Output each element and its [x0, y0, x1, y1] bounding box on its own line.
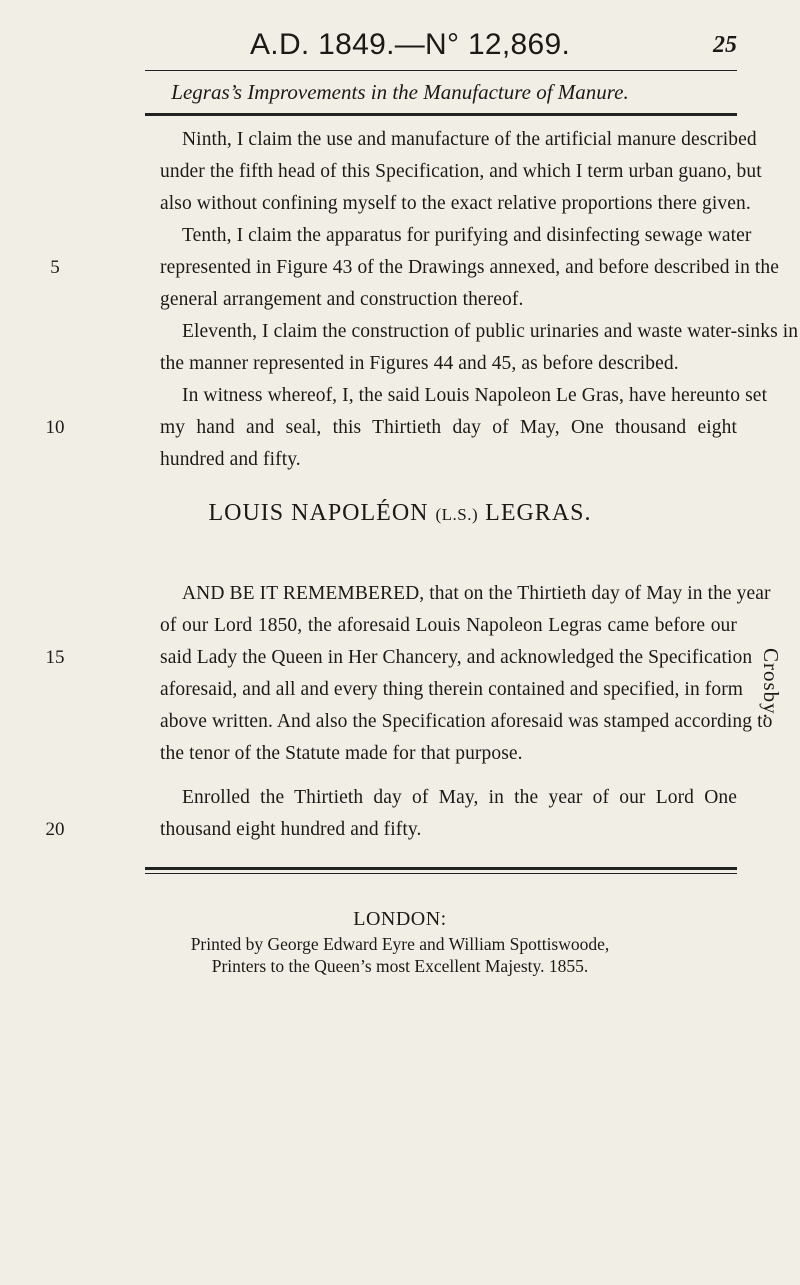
line-number: 10 [45, 417, 65, 438]
text-line: above written. And also the Specification aforesaid was stamped according to [160, 711, 773, 732]
footer-rule-top [145, 867, 737, 870]
text-line: Ninth, I claim the use and manufacture of the artificial manure described [182, 129, 757, 150]
text-line: Eleventh, I claim the construction of public urinaries and waste water-sinks in [182, 321, 799, 342]
seal-mark: (L.S.) [435, 505, 479, 524]
patent-number-title: A.D. 1849.—N° 12,869. [250, 28, 571, 61]
text-line: the manner represented in Figures 44 and 45, as before described. [160, 353, 679, 374]
text-line: said Lady the Queen in Her Chancery, and acknowledged the Specification [160, 647, 753, 668]
page-number: 25 [713, 32, 737, 58]
text-line: Tenth, I claim the apparatus for purifying and disinfecting sewage water [182, 225, 752, 246]
text-line: In witness whereof, I, the said Louis Napoleon Le Gras, have hereunto set [182, 385, 768, 406]
text-line: of our Lord 1850, the aforesaid Louis Napoleon Legras came before our [160, 615, 737, 636]
line-number: 15 [45, 647, 65, 668]
line-number: 5 [50, 257, 60, 278]
imprint-city: LONDON: [353, 908, 447, 930]
text-line: general arrangement and construction thereof. [160, 289, 524, 310]
signature-line [0, 500, 800, 527]
text-line: AND BE IT REMEMBERED, that on the Thirtieth day of May in the year [182, 583, 771, 604]
text-line: represented in Figure 43 of the Drawings annexed, and before described in the [160, 257, 780, 278]
margin-mark-crosby: Crosby. [759, 648, 783, 720]
imprint-printers-to: Printers to the Queen’s most Excellent Majesty. 1855. [211, 956, 589, 976]
header-rule-bottom [145, 113, 737, 116]
text-line: also without confining myself to the exact relative proportions there given. [160, 193, 751, 214]
text-line: hundred and fifty. [160, 449, 301, 470]
line-number: 20 [45, 819, 65, 840]
page-header [0, 28, 800, 68]
text-line: under the fifth head of this Specification, and which I term urban guano, but [160, 161, 762, 182]
imprint-printed-by: Printed by George Edward Eyre and William Spottiswoode, [190, 934, 610, 954]
text-line: the tenor of the Statute made for that purpose. [160, 743, 523, 764]
text-line: Enrolled the Thirtieth day of May, in the year of our Lord One [182, 787, 737, 808]
text-line: thousand eight hundred and fifty. [160, 819, 422, 840]
text-line: my hand and seal, this Thirtieth day of May, One thousand eight [160, 417, 737, 438]
running-subtitle: Legras’s Improvements in the Manufacture of Manure. [171, 80, 629, 104]
header-rule-top [145, 70, 737, 71]
signature-name-first: LOUIS NAPOLÉON [208, 500, 429, 526]
text-line: aforesaid, and all and every thing therein contained and specified, in form [160, 679, 744, 700]
signature-name-last: LEGRAS. [485, 500, 592, 526]
footer-rule-bottom [145, 873, 737, 874]
